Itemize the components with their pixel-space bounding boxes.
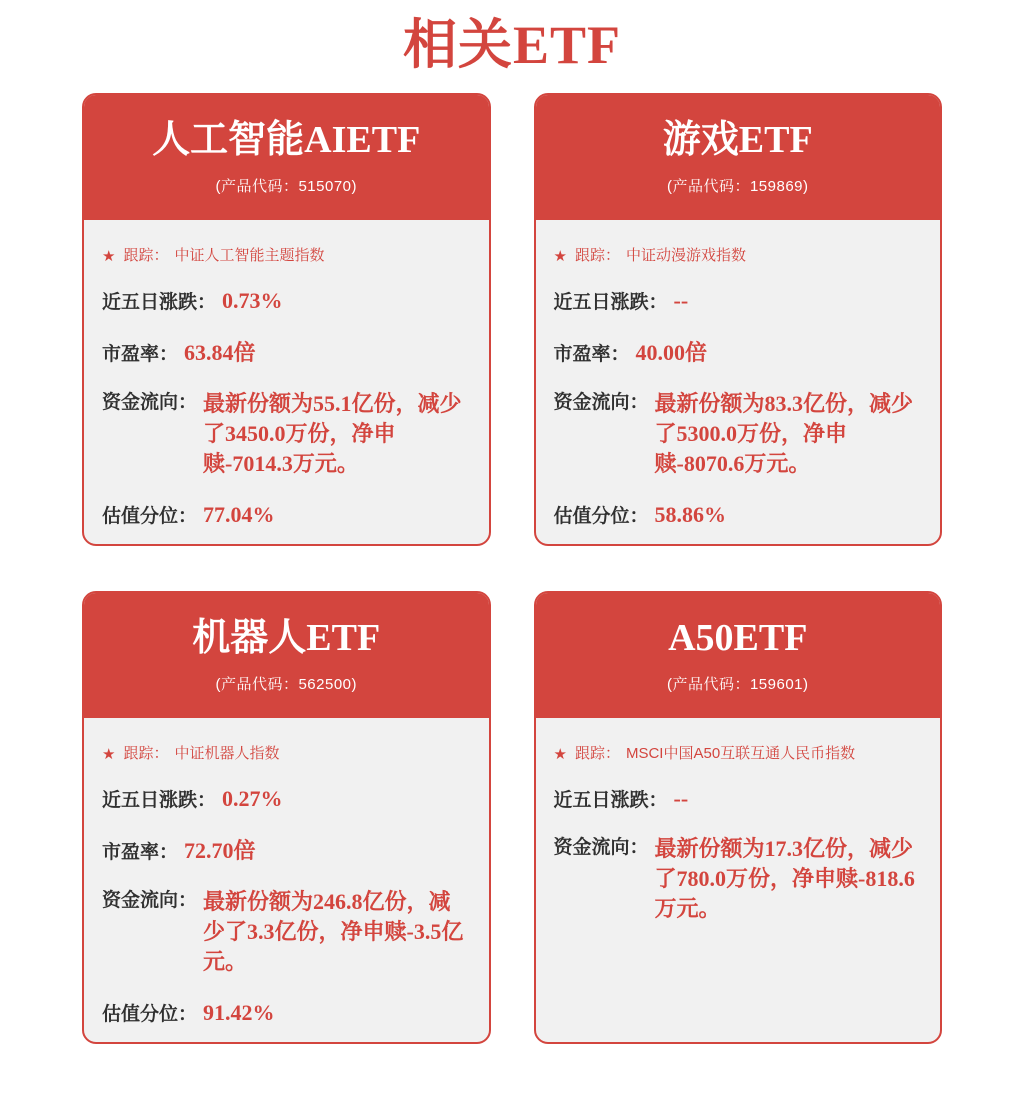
flow-value: 最新份额为55.1亿份，减少了3450.0万份，净申赎-7014.3万元。 — [203, 391, 462, 477]
five-day-value: 0.27% — [222, 785, 283, 811]
five-day-label: 近五日涨跌： — [102, 789, 217, 811]
etf-card-a50[interactable] — [534, 591, 943, 1044]
track-index: 中证机器人指数 — [174, 744, 280, 762]
page-title: 相关ETF — [402, 15, 622, 75]
code-prefix: (产品代码： — [666, 178, 750, 196]
card-header — [536, 95, 941, 220]
pe-value: 40.00倍 — [635, 340, 708, 366]
card-body — [536, 718, 941, 1042]
flow-value: 最新份额为246.8亿份，减少了3.3亿份，净申赎-3.5亿元。 — [203, 888, 464, 974]
five-day-row — [554, 287, 925, 314]
etf-product-code — [546, 175, 931, 196]
valuation-value: 58.86% — [654, 502, 727, 528]
five-day-row — [102, 785, 473, 812]
valuation-value: 77.04% — [203, 502, 275, 528]
five-day-row — [102, 287, 473, 314]
etf-name: 人工智能AIETF — [152, 119, 421, 162]
track-index: 中证动漫游戏指数 — [625, 247, 746, 265]
etf-grid — [0, 93, 1024, 1043]
flow-row — [102, 887, 473, 977]
flow-row — [554, 834, 925, 924]
five-day-row — [554, 785, 925, 812]
card-body — [84, 220, 489, 544]
flow-value: 最新份额为17.3亿份，减少了780.0万份，净申赎-818.6万元。 — [654, 835, 915, 921]
etf-product-code — [94, 175, 479, 196]
track-row — [102, 244, 473, 265]
valuation-label: 估值分位： — [102, 1003, 198, 1025]
etf-product-code — [546, 673, 931, 694]
flow-label: 资金流向： — [553, 392, 649, 414]
card-header — [84, 593, 489, 718]
valuation-label: 估值分位： — [102, 506, 198, 528]
card-body — [84, 718, 489, 1042]
code-value: 562500 — [298, 675, 352, 693]
etf-card-game[interactable] — [534, 93, 943, 546]
code-prefix: (产品代码： — [215, 178, 299, 196]
track-row — [554, 244, 925, 265]
valuation-row — [554, 501, 925, 528]
code-prefix: (产品代码： — [215, 675, 299, 693]
track-row — [554, 742, 925, 763]
card-header — [536, 593, 941, 718]
code-value: 159601 — [749, 675, 804, 693]
pe-value: 72.70倍 — [184, 837, 256, 863]
five-day-value: -- — [673, 288, 689, 314]
track-label: 跟踪： — [123, 744, 169, 762]
valuation-row — [102, 999, 473, 1026]
track-label: 跟踪： — [574, 744, 620, 762]
code-value: 159869 — [749, 178, 804, 196]
flow-value: 最新份额为83.3亿份，减少了5300.0万份，净申赎-8070.6万元。 — [654, 391, 914, 477]
flow-label: 资金流向： — [553, 836, 649, 858]
code-suffix: ) — [351, 675, 358, 693]
star-icon: ★ — [553, 745, 567, 763]
card-header — [84, 95, 489, 220]
code-suffix: ) — [803, 178, 809, 196]
five-day-value: 0.73% — [222, 288, 283, 314]
etf-product-code — [94, 673, 479, 694]
pe-row — [102, 834, 473, 865]
etf-card-ai[interactable] — [82, 93, 491, 546]
etf-name: 机器人ETF — [192, 617, 381, 660]
star-icon: ★ — [102, 248, 116, 266]
etf-name: A50ETF — [668, 617, 808, 660]
pe-value: 63.84倍 — [184, 340, 256, 366]
star-icon: ★ — [553, 248, 567, 266]
pe-label: 市盈率： — [102, 344, 179, 366]
code-prefix: (产品代码： — [666, 675, 750, 693]
valuation-value: 91.42% — [203, 999, 275, 1025]
etf-card-robot[interactable] — [82, 591, 491, 1044]
flow-row — [102, 389, 473, 479]
pe-row — [102, 336, 473, 367]
card-body — [536, 220, 941, 544]
track-index: 中证人工智能主题指数 — [174, 247, 325, 265]
star-icon: ★ — [102, 745, 116, 763]
pe-label: 市盈率： — [102, 841, 179, 863]
etf-name: 游戏ETF — [662, 119, 813, 162]
five-day-label: 近五日涨跌： — [553, 292, 668, 314]
pe-label: 市盈率： — [553, 344, 630, 366]
track-index: MSCI中国A50互联互通人民币指数 — [625, 744, 856, 762]
flow-label: 资金流向： — [102, 889, 198, 911]
five-day-label: 近五日涨跌： — [553, 789, 668, 811]
valuation-row — [102, 501, 473, 528]
pe-row — [554, 336, 925, 367]
code-value: 515070 — [298, 178, 352, 196]
five-day-label: 近五日涨跌： — [102, 292, 217, 314]
flow-label: 资金流向： — [102, 392, 198, 414]
flow-row — [554, 389, 925, 479]
code-suffix: ) — [803, 675, 809, 693]
valuation-label: 估值分位： — [553, 506, 649, 528]
track-label: 跟踪： — [123, 247, 169, 265]
track-row — [102, 742, 473, 763]
code-suffix: ) — [351, 178, 358, 196]
track-label: 跟踪： — [574, 247, 620, 265]
five-day-value: -- — [673, 785, 689, 811]
